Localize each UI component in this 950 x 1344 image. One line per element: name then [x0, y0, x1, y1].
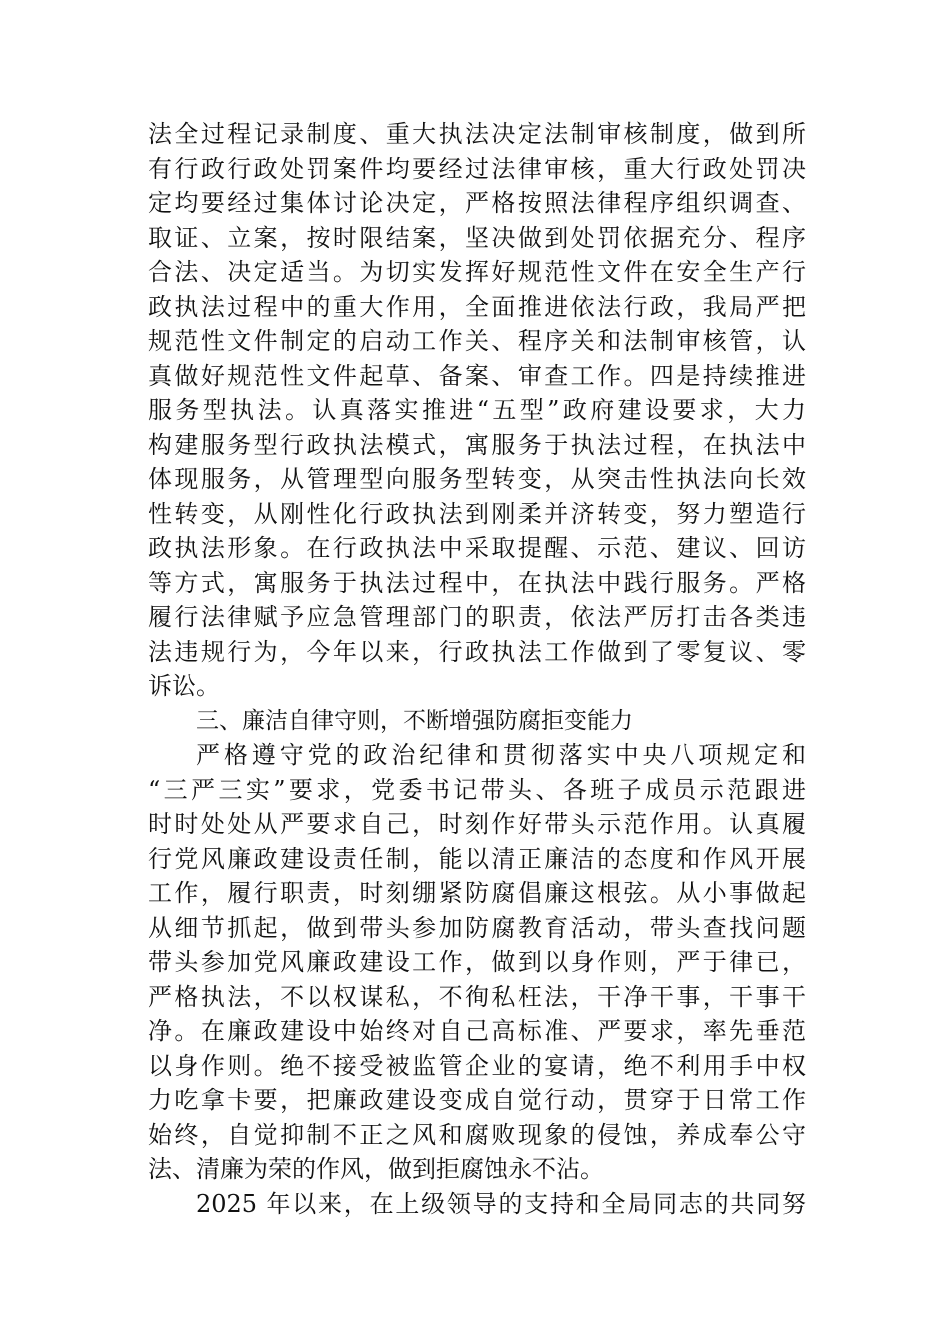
text-line: 力吃拿卡要，把廉政建设变成自觉行动，贯穿于日常工作: [148, 1086, 806, 1114]
text-line: 有行政行政处罚案件均要经过法律审核，重大行政处罚决: [148, 154, 806, 183]
text-line: 从细节抓起，做到带头参加防腐教育活动，带头查找问题: [148, 913, 806, 942]
text-line: 诉讼。: [148, 672, 220, 700]
closing-paragraph-line: 2025 年以来，在上级领导的支持和全局同志的共同努: [196, 1189, 806, 1218]
text-line: 以身作则。绝不接受被监管企业的宴请，绝不利用手中权: [148, 1051, 806, 1080]
text-line: 等方式，寓服务于执法过程中，在执法中践行服务。严格: [148, 568, 806, 597]
text-line: 体现服务，从管理型向服务型转变，从突击性执法向长效: [148, 465, 806, 493]
text-line: 法全过程记录制度、重大执法决定法制审核制度，做到所: [148, 120, 806, 148]
text-line: 政执法形象。在行政执法中采取提醒、示范、建议、回访: [148, 534, 806, 562]
text-line: 构建服务型行政执法模式，寓服务于执法过程，在执法中: [148, 430, 806, 459]
paragraph-integrity: [148, 738, 806, 1187]
text-line: 带头参加党风廉政建设工作，做到以身作则，严于律已，: [148, 948, 806, 976]
text-line: 履行法律赋予应急管理部门的职责，依法严厉打击各类违: [148, 603, 806, 631]
text-line: 真做好规范性文件起草、备案、审查工作。四是持续推进: [148, 361, 806, 390]
section-heading: 三、廉洁自律守则，不断增强防腐拒变能力: [196, 707, 633, 734]
text-line: 时时处处从严要求自己，时刻作好带头示范作用。认真履: [148, 810, 806, 838]
text-line: 政执法过程中的重大作用，全面推进依法行政，我局严把: [148, 292, 806, 321]
text-line: 取证、立案，按时限结案，坚决做到处罚依据充分、程序: [148, 223, 806, 252]
paragraph-law-enforcement: [148, 117, 806, 704]
text-line: 法、清廉为荣的作风，做到拒腐蚀永不沾。: [148, 1155, 604, 1183]
text-line: 严格执法，不以权谋私，不徇私枉法，干净干事，干事干: [148, 982, 806, 1011]
text-line: 定均要经过集体讨论决定，严格按照法律程序组织调查、: [148, 189, 806, 217]
text-line: 净。在廉政建设中始终对自己高标准、严要求，率先垂范: [148, 1017, 806, 1045]
text-line: 行党风廉政建设责任制，能以清正廉洁的态度和作风开展: [148, 844, 806, 873]
text-line: 服务型执法。认真落实推进“五型”政府建设要求，大力: [148, 396, 806, 424]
text-line: 性转变，从刚性化行政执法到刚柔并济转变，努力塑造行: [148, 499, 806, 528]
text-line: “三严三实”要求，党委书记带头、各班子成员示范跟进: [148, 775, 806, 804]
text-line: 合法、决定适当。为切实发挥好规范性文件在安全生产行: [148, 258, 806, 286]
text-line: 法违规行为，今年以来，行政执法工作做到了零复议、零: [148, 637, 806, 666]
text-line: 工作，履行职责，时刻绷紧防腐倡廉这根弦。从小事做起: [148, 879, 806, 907]
document-page: [148, 117, 806, 1221]
text-line: 严格遵守党的政治纪律和贯彻落实中央八项规定和: [196, 741, 806, 769]
text-line: 规范性文件制定的启动工作关、程序关和法制审核管，认: [148, 327, 806, 355]
text-line: 始终，自觉抑制不正之风和腐败现象的侵蚀，养成奉公守: [148, 1120, 806, 1149]
